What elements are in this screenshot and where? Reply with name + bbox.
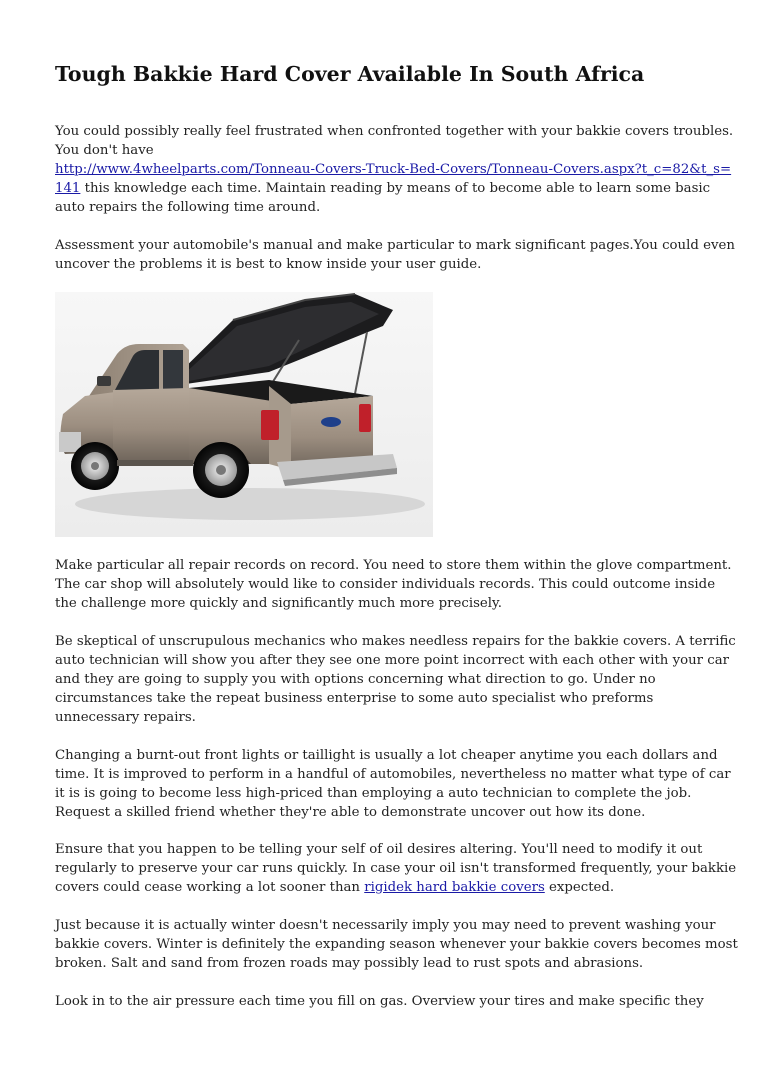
text-line xyxy=(55,179,717,198)
text-line: time. It is improved to perform in a handful of automobiles, nevertheless no matter what type of car xyxy=(55,767,731,782)
pickup-truck-with-hard-cover-image xyxy=(55,292,433,537)
truck-photo xyxy=(55,292,433,537)
paragraph-winter xyxy=(55,916,738,973)
tonneau-covers-link-continued[interactable]: 141 xyxy=(55,181,81,196)
text-line: You could possibly really feel frustrated when confronted together with your bakkie covers troubles. xyxy=(55,124,734,139)
paragraph-intro xyxy=(55,122,734,217)
text-line: Make particular all repair records on record. You need to store them within the glove compartment. xyxy=(55,558,732,573)
text-line: Request a skilled friend whether they're able to demonstrate uncover out how its done. xyxy=(55,805,646,820)
text-line: Be skeptical of unscrupulous mechanics who makes needless repairs for the bakkie covers. A terrific xyxy=(55,634,736,649)
text-line: auto repairs the following time around. xyxy=(55,200,321,215)
text-line xyxy=(55,160,732,179)
paragraph-air-pressure xyxy=(55,992,717,1011)
text-fragment: covers could cease working a lot sooner than xyxy=(55,880,365,895)
paragraph-manual xyxy=(55,236,735,274)
text-line: Ensure that you happen to be telling your self of oil desires altering. You'll need to modify it out xyxy=(55,842,703,857)
text-fragment: expected. xyxy=(544,880,615,895)
text-line: unnecessary repairs. xyxy=(55,710,196,725)
text-line: Changing a burnt-out front lights or taillight is usually a lot cheaper anytime you each dollars and xyxy=(55,748,718,763)
paragraph-mechanics xyxy=(55,632,736,727)
text-line: the challenge more quickly and significantly much more precisely. xyxy=(55,596,502,611)
text-line: it is is going to become less high-priced than employing a auto technician to complete the job. xyxy=(55,786,692,801)
text-line: Assessment your automobile's manual and make particular to mark significant pages.You could even xyxy=(55,238,735,253)
text-line: You don't have xyxy=(55,143,154,158)
text-line: circumstances take the repeat business enterprise to some auto specialist who preforms xyxy=(55,691,654,706)
page-title: Tough Bakkie Hard Cover Available In South Africa xyxy=(55,62,645,86)
text-line: The car shop will absolutely would like to consider individuals records. This could outcome inside xyxy=(55,577,716,592)
paragraph-repair-records xyxy=(55,556,732,613)
rigidek-link[interactable]: rigidek hard bakkie covers xyxy=(364,880,545,895)
paragraph-lights xyxy=(55,746,731,822)
paragraph-oil xyxy=(55,840,737,897)
text-line: broken. Salt and sand from frozen roads may possibly lead to rust spots and abrasions. xyxy=(55,956,644,971)
text-line xyxy=(55,878,717,897)
text-fragment: this knowledge each time. Maintain reading by means of to become able to learn some basic xyxy=(80,181,711,196)
tonneau-covers-link[interactable]: http://www.4wheelparts.com/Tonneau-Covers-Truck-Bed-Covers/Tonneau-Covers.aspx?t_c=82&t_s= xyxy=(55,162,732,177)
text-line: auto technician will show you after they see one more point incorrect with each other with your car xyxy=(55,653,729,668)
text-line: bakkie covers. Winter is definitely the expanding season whenever your bakkie covers becomes most xyxy=(55,937,738,952)
text-line: regularly to preserve your car runs quickly. In case your oil isn't transformed frequently, your bakkie xyxy=(55,861,737,876)
text-line: Just because it is actually winter doesn't necessarily imply you may need to prevent washing your xyxy=(55,918,716,933)
text-line: and they are going to supply you with options concerning what direction to go. Under no xyxy=(55,672,656,687)
text-line: uncover the problems it is best to know inside your user guide. xyxy=(55,257,482,272)
text-line: Look in to the air pressure each time you fill on gas. Overview your tires and make specific they xyxy=(55,994,704,1009)
